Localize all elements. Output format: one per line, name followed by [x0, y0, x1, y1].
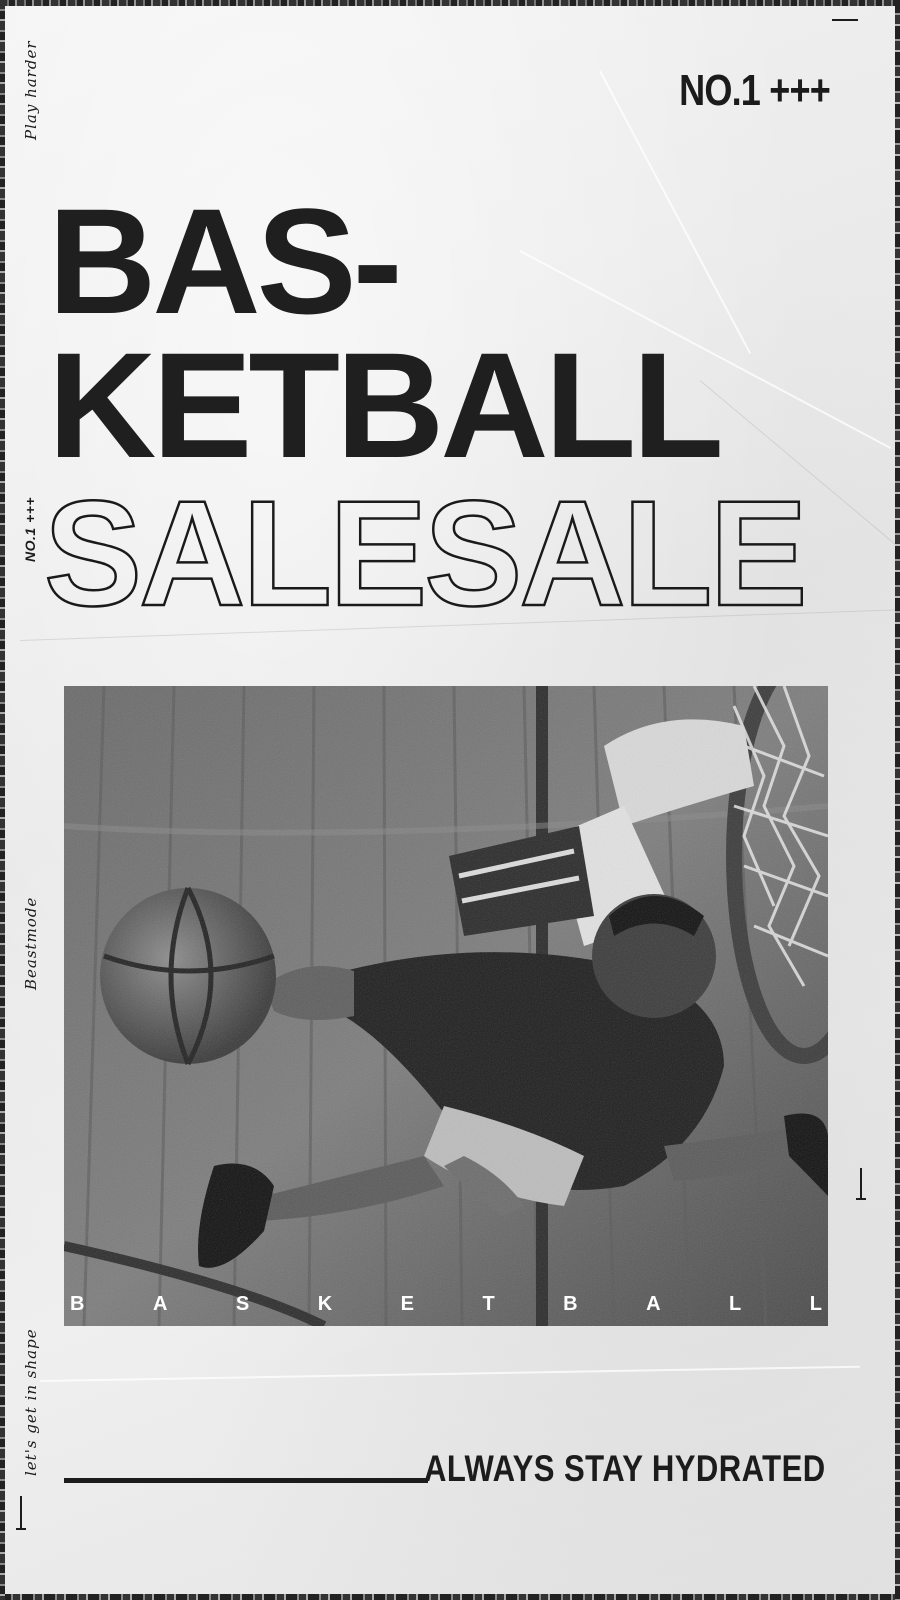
caption-letter: L [809, 1293, 822, 1315]
headline-outline-sale: SALESALE [44, 469, 805, 637]
headline-line-2: KETBALL [48, 321, 720, 489]
arrow-down-icon [20, 1496, 22, 1528]
caption-letter: K [317, 1293, 333, 1315]
caption-letter: A [152, 1293, 168, 1315]
border-right [895, 0, 900, 1600]
badge-no1: NO.1 +++ [679, 66, 830, 115]
caption-letter: B [563, 1293, 578, 1315]
side-text-get-in-shape: let's get in shape [22, 1328, 40, 1476]
side-text-no1: NO.1 +++ [22, 496, 38, 562]
border-left [0, 0, 5, 1600]
footer-tagline: ALWAYS STAY HYDRATED [424, 1448, 826, 1489]
arrow-down-icon [860, 1168, 862, 1198]
arrow-right-icon [832, 19, 858, 21]
border-top [0, 0, 900, 6]
footer-rule [64, 1478, 428, 1483]
side-text-play-harder: Play harder [22, 40, 40, 140]
border-bottom [0, 1594, 900, 1600]
photo-caption [64, 1293, 828, 1316]
caption-letter: B [70, 1293, 85, 1315]
headline-line-1: BAS- [48, 177, 399, 345]
caption-letter: A [646, 1293, 661, 1315]
caption-letter: E [400, 1293, 414, 1315]
caption-letter: S [235, 1293, 250, 1315]
photo-illustration [64, 686, 828, 1326]
side-text-beastmode: Beastmode [22, 896, 40, 990]
basketball-player-photo [64, 686, 828, 1326]
caption-letter: L [729, 1293, 742, 1315]
paper-crease [40, 1366, 860, 1382]
caption-letter: T [482, 1293, 495, 1315]
